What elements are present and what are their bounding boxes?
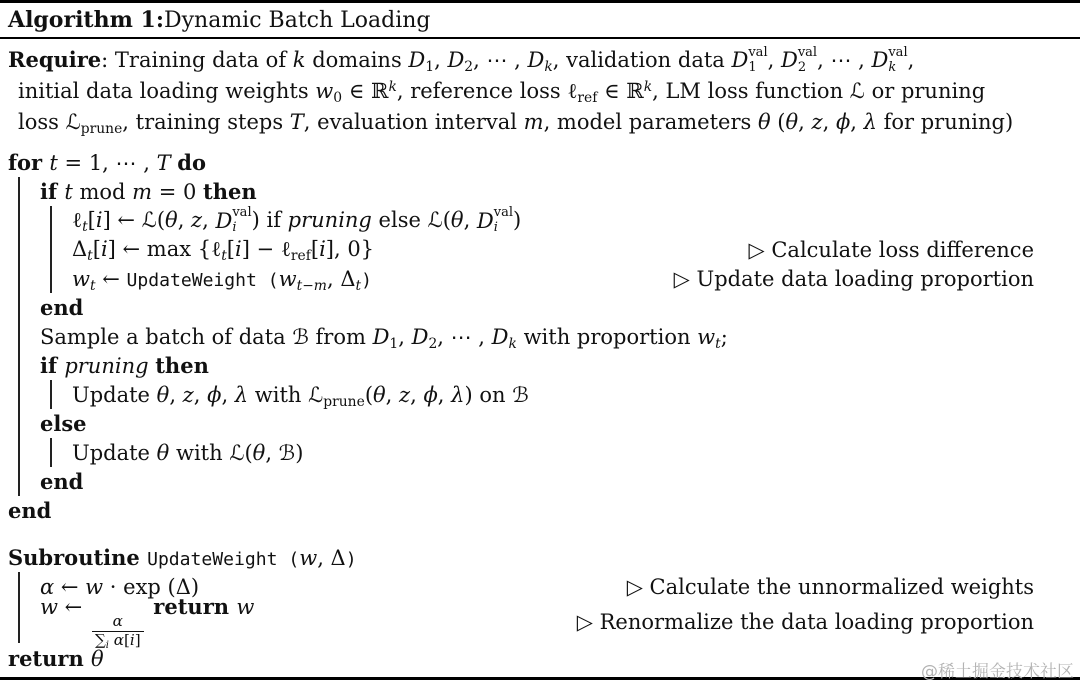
indent-rule (18, 467, 20, 496)
algorithm-line (0, 293, 1080, 322)
indent-rule (18, 409, 20, 438)
algorithm-line (0, 467, 1080, 496)
algorithm-title-bar (0, 0, 1080, 39)
indent-rule (18, 293, 20, 322)
algorithm-line (0, 351, 1080, 380)
line-content: Subroutine UpdateWeight (w, Δ) (8, 545, 357, 570)
indent-rule (50, 206, 52, 235)
algorithm-body (0, 141, 1080, 674)
line-content: Update θ, z, ϕ, λ with ℒ$_{prune}$(θ, z, ϕ, λ) on ℬ (72, 382, 529, 410)
algorithm-line (0, 264, 1080, 293)
subsup-symbol: D val k (871, 45, 908, 75)
block-spacer (0, 525, 1080, 543)
require-line: initial data loading weights $w_0$ ∈ ℝ$^k$, reference loss ℓ$_{ref}$ ∈ ℝ$^k$, LM loss function ℒ or pruning (18, 79, 986, 107)
indent-rule (50, 235, 52, 264)
line-content: end (40, 295, 84, 320)
line-content: if t mod m = 0 then (40, 179, 257, 204)
require-block (0, 39, 1080, 141)
indent-rule (18, 438, 20, 467)
algorithm-line (0, 322, 1080, 351)
line-content: else (40, 411, 87, 436)
indent-rule (18, 351, 20, 380)
subsup-symbol: D val 2 (780, 45, 818, 75)
algorithm-line (0, 380, 1080, 409)
algorithm-number-label: Algorithm 1: (8, 7, 164, 33)
require-line: loss ℒ$_{prune}$, training steps T, evaluation interval m, model parameters θ (θ, z, ϕ, λ for pruning) (18, 110, 1014, 138)
line-content: for t = 1, ⋯ , T do (8, 150, 206, 175)
algorithm-line (0, 594, 1080, 652)
algorithm-line (0, 409, 1080, 438)
line-content: end (8, 498, 52, 523)
indent-rule (18, 235, 20, 264)
line-content: ℓ$_t$[i] ← ℒ(θ, z, D val i ) if pruning else ℒ(θ, D val i ) (72, 205, 522, 236)
indent-rule (18, 601, 20, 643)
algorithm-line (0, 206, 1080, 235)
algorithm-line (0, 148, 1080, 177)
line-content: end (40, 469, 84, 494)
bottom-rule (0, 677, 1080, 680)
indent-rule (50, 438, 52, 467)
indent-rule (50, 264, 52, 293)
indent-rule (18, 177, 20, 206)
indent-rule (18, 380, 20, 409)
algorithm-line (0, 438, 1080, 467)
line-content: Sample a batch of data ℬ from $D_1$, $D_2$, ⋯ , $D_k$ with proportion $w_t$; (40, 324, 728, 352)
indent-rule (18, 322, 20, 351)
algorithm-line (0, 543, 1080, 572)
line-content: $w_t$ ← UpdateWeight ($w_{t-m}$, $\Delta_t$) (72, 266, 372, 294)
line-content: if pruning then (40, 353, 209, 378)
line-comment: ▷ Calculate the unnormalized weights (626, 574, 1034, 599)
watermark: @稀土掘金技术社区 (921, 662, 1074, 682)
line-comment: ▷ Calculate loss difference (748, 237, 1034, 262)
inline-fraction: $\frac{\alpha}{\sum_i \alpha[i]}$ (92, 613, 144, 650)
line-comment: ▷ Update data loading proportion (673, 266, 1034, 291)
line-content: Update θ with ℒ(θ, ℬ) (72, 440, 304, 465)
line-comment: ▷ Renormalize the data loading proportion (576, 610, 1034, 634)
indent-rule (18, 206, 20, 235)
subsup-symbol: D val i (476, 205, 514, 235)
subsup-symbol: D val 1 (731, 45, 768, 75)
line-content: w ← $\frac{\alpha}{\sum_i \alpha[i]}$ return w (40, 594, 255, 652)
algorithm-line (0, 643, 1080, 674)
indent-rule (18, 264, 20, 293)
line-content: return θ (8, 646, 104, 671)
algorithm-line (0, 496, 1080, 525)
require-line: Require: Training data of k domains $D_1$, $D_2$, ⋯ , $D_k$, validation data D val 1 , D val 2 , ⋯ , D val k , (8, 45, 915, 76)
line-content: $\Delta_t[i]$ ← max {ℓ$_t$[i] − ℓ$_{ref}$[i], 0} (72, 237, 375, 265)
algorithm-line (0, 177, 1080, 206)
subsup-symbol: D val i (215, 205, 252, 235)
algorithm-line (0, 235, 1080, 264)
line-content: α ← w · exp (Δ) (40, 574, 200, 599)
indent-rule (50, 380, 52, 409)
algorithm-title: Dynamic Batch Loading (163, 7, 431, 33)
